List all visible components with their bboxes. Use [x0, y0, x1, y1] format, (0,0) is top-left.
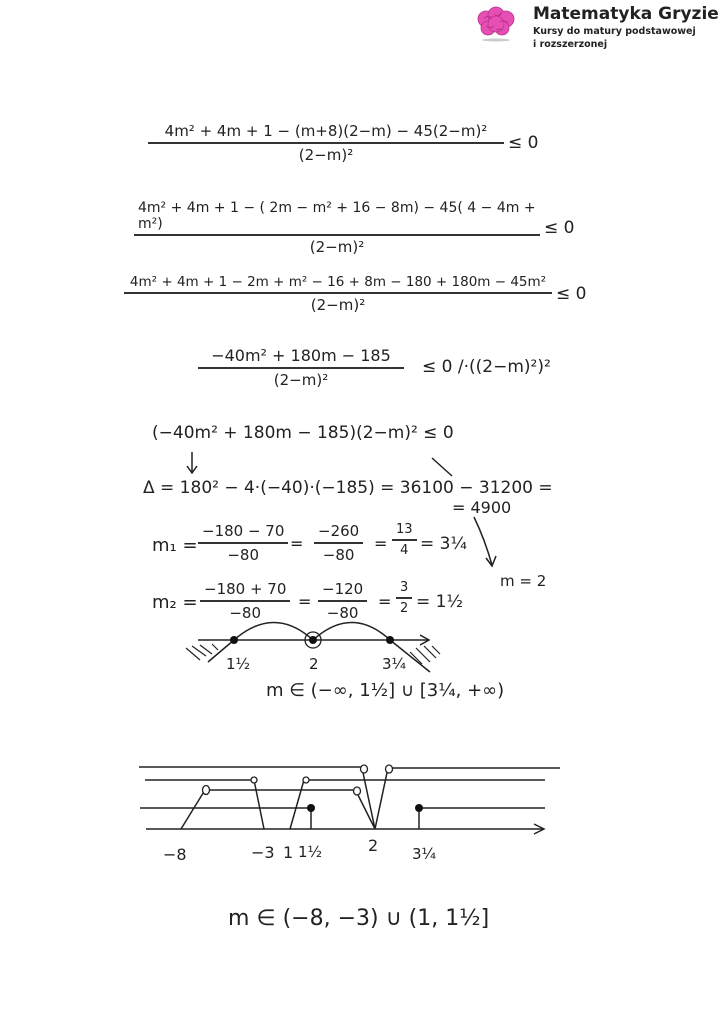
final-solution: m ∈ (−8, −3) ∪ (1, 1½]	[228, 906, 490, 931]
denominator: (2−m)²	[309, 237, 365, 256]
denominator: −80	[326, 603, 359, 622]
numerator: 4m² + 4m + 1 − (m+8)(2−m) − 45(2−m)²	[164, 122, 488, 140]
rhs: ≤ 0	[544, 217, 575, 238]
denominator: 2	[400, 600, 409, 616]
denominator: −80	[322, 545, 355, 564]
sign-chart-point-3-25: 3¼	[382, 655, 407, 673]
denominator: −80	[227, 545, 260, 564]
denominator: −80	[229, 603, 262, 622]
denominator: (2−m)²	[310, 295, 366, 314]
interval-point-neg8: −8	[163, 845, 187, 864]
interval-point-1: 1	[283, 843, 294, 862]
solution-1: m ∈ (−∞, 1½] ∪ [3¼, +∞)	[266, 680, 505, 701]
numerator: 4m² + 4m + 1 − 2m + m² − 16 + 8m − 180 + 180m − 45m²	[129, 274, 547, 290]
interval-point-3-25: 3¼	[412, 845, 437, 863]
m1-mixed: = 3¼	[420, 534, 467, 554]
denominator: (2−m)²	[273, 370, 329, 389]
numerator: −120	[322, 580, 364, 598]
sign-chart-point-1-5: 1½	[226, 655, 251, 673]
rhs: ≤ 0	[556, 283, 587, 304]
equals: =	[290, 534, 304, 553]
m1-label: m₁ =	[152, 535, 198, 556]
rhs: ≤ 0	[508, 132, 539, 153]
brand-subtitle-line2: i rozszerzonej	[533, 39, 608, 50]
m2-label: m₂ =	[152, 592, 198, 613]
numerator: 3	[400, 580, 409, 595]
m2-mixed: = 1½	[416, 592, 463, 612]
numerator: 4m² + 4m + 1 − ( 2m − m² + 16 − 8m) − 45( 4 − 4m + m²)	[138, 200, 536, 232]
numerator: −180 − 70	[202, 522, 285, 540]
equals: =	[298, 592, 312, 611]
brand-subtitle-line1: Kursy do matury podstawowej	[533, 26, 696, 37]
numerator: −180 + 70	[204, 580, 287, 598]
interval-point-1-5: 1½	[298, 843, 323, 861]
brand-title: Matematyka Gryzie	[533, 4, 719, 24]
delta-result: = 4900	[452, 498, 512, 517]
numerator: −40m² + 180m − 185	[211, 346, 391, 365]
sign-chart-point-2: 2	[309, 655, 319, 673]
interval-point-2: 2	[368, 836, 379, 855]
denominator: 4	[400, 542, 409, 558]
delta-line: Δ = 180² − 4·(−40)·(−185) = 36100 − 31200 =	[143, 478, 553, 498]
interval-point-neg3: −3	[251, 843, 275, 862]
denominator: (2−m)²	[298, 145, 354, 164]
equals: =	[374, 534, 388, 553]
step-5-product: (−40m² + 180m − 185)(2−m)² ≤ 0	[152, 423, 454, 443]
numerator: 13	[396, 522, 413, 537]
rhs: ≤ 0 /·((2−m)²)²	[422, 357, 551, 378]
m-equals-2: m = 2	[500, 572, 547, 590]
equals: =	[378, 592, 392, 611]
numerator: −260	[318, 522, 360, 540]
